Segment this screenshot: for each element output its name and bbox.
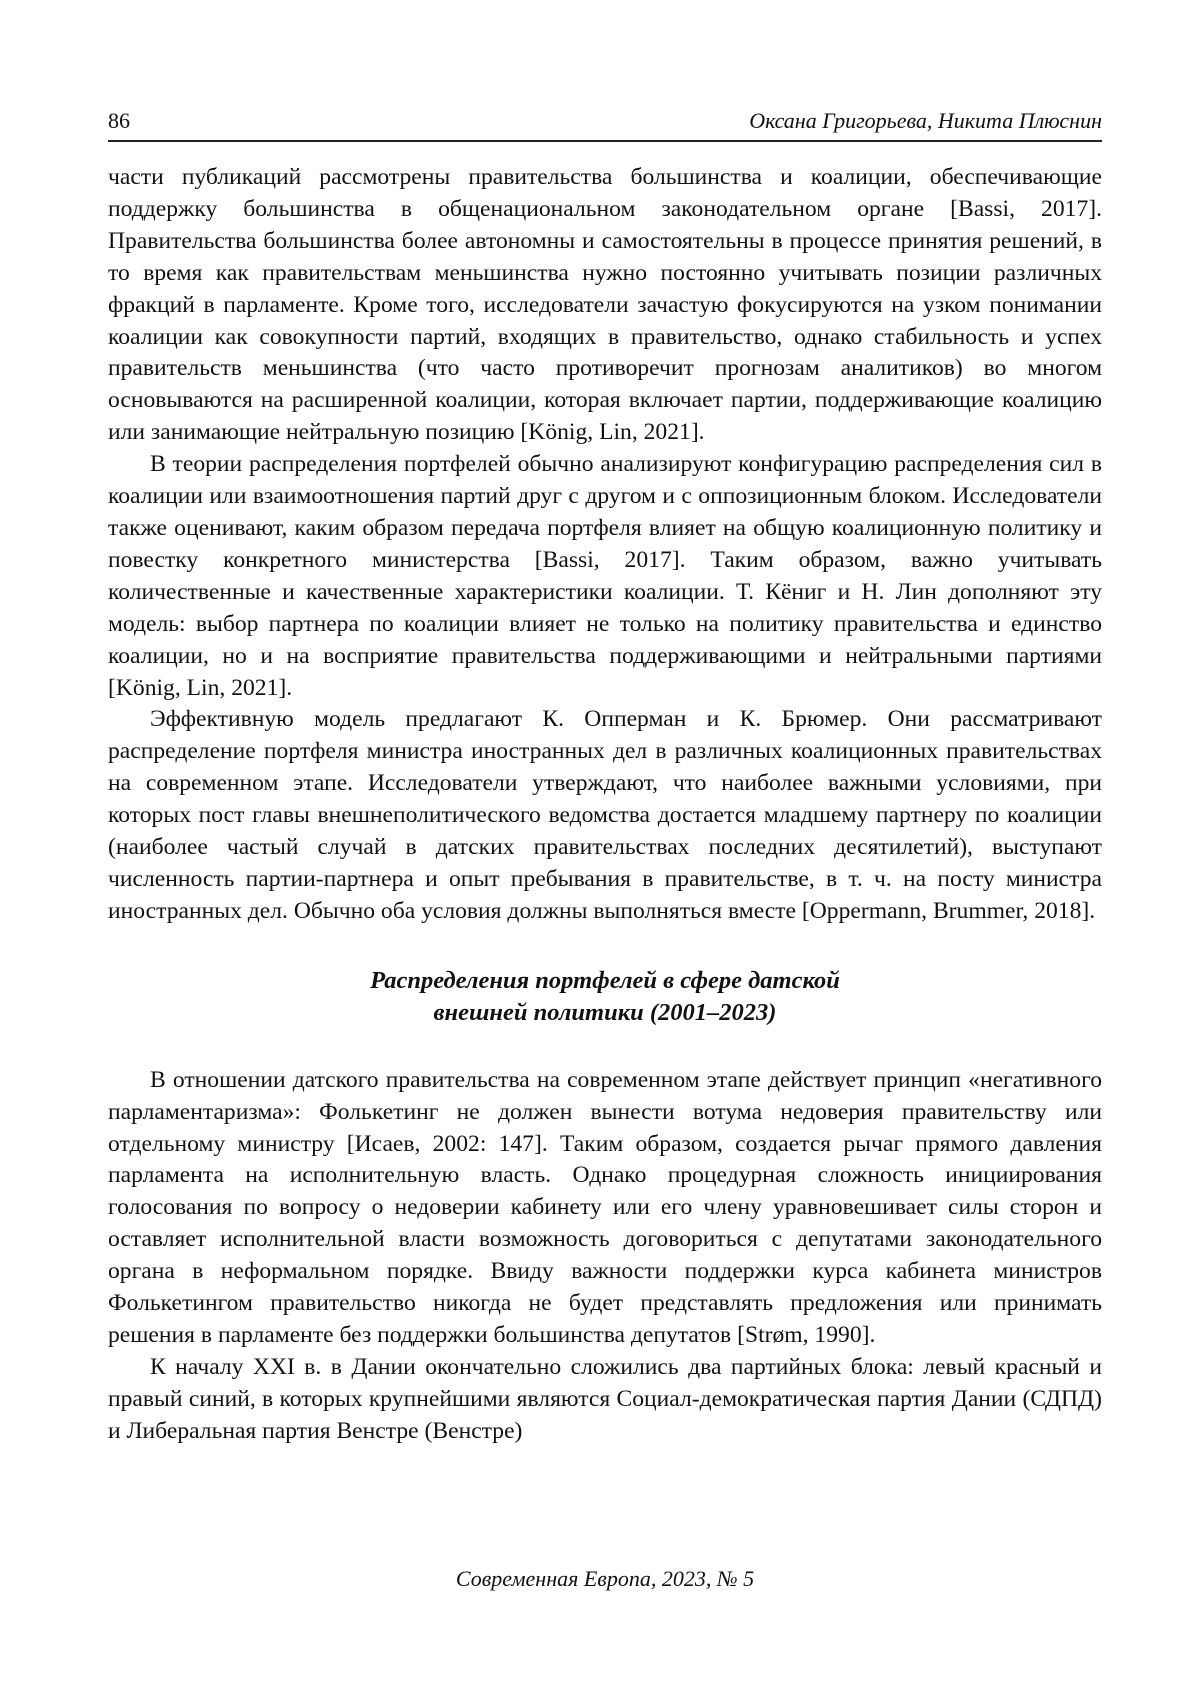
section-title [108,965,1102,1029]
section-title-line-2: внешней политики (2001–2023) [433,998,777,1026]
paragraph-4: В отношении датского правительства на современном этапе действует принцип «негативного парламентаризма»: Фолькетинг не должен вынести вотума недоверия правительству или отдельному министру [Исаев, 2002: 147]. Таким образом, создается рычаг прямого давления парламента на исполнительную власть. Однако процедурная сложность инициирования голосования по вопросу о недоверии кабинету или его члену уравновешивает силы сторон и оставляет исполнительной власти возможность договориться с депутатами законодательного органа в неформальном порядке. Ввиду важности поддержки курса кабинета министров Фолькетингом правительство никогда не будет представлять предложения или принимать решения в парламенте без поддержки большинства депутатов [Strøm, 1990]. [108,1066,1102,1348]
running-head-authors: Оксана Григорьева, Никита Плюснин [749,108,1102,133]
paragraph-5: К началу XXI в. в Дании окончательно сложились два партийных блока: левый красный и правый синий, в которых крупнейшими являются Социал-демократическая партия Дании (СДПД) и Либеральная партия Венстре (Венстре) [108,1353,1102,1444]
page-number: 86 [108,108,130,133]
paragraph-3: Эффективную модель предлагают К. Опперман и К. Брюмер. Они рассматривают распределение портфеля министра иностранных дел в различных коалиционных правительствах на современном этапе. Исследователи утверждают, что наиболее важными условиями, при которых пост главы внешнеполитического ведомства достается младшему партнеру по коалиции (наиболее частый случай в датских правительствах последних десятилетий), выступают численность партии-партнера и опыт пребывания в правительстве, в т. ч. на посту министра иностранных дел. Обычно оба условия должны выполняться вместе [Oppermann, Brummer, 2018]. [108,706,1102,924]
section-title-line-1: Распределения портфелей в сфере датской [370,966,840,994]
journal-footer: Современная Европа, 2023, № 5 [455,1566,755,1591]
paragraph-1: части публикаций рассмотрены правительства большинства и коалиции, обеспечивающие поддержку большинства в общенациональном законодательном органе [Bassi, 2017]. Правительства большинства более автономны и самостоятельны в процессе принятия решений, в то время как правительствам меньшинства нужно постоянно учитывать позиции различных фракций в парламенте. Кроме того, исследователи зачастую фокусируются на узком понимании коалиции как совокупности партий, входящих в правительство, однако стабильность и успех правительств меньшинства (что часто противоречит прогнозам аналитиков) во многом основываются на расширенной коалиции, которая включает партии, поддерживающие коалицию или занимающие нейтральную позицию [König, Lin, 2021]. [108,164,1102,446]
body-text [108,162,1102,1448]
page [108,0,1102,1694]
running-head [108,104,1102,142]
paragraph-2: В теории распределения портфелей обычно анализируют конфигурацию распределения сил в коалиции или взаимоотношения партий друг с другом и с оппозиционным блоком. Исследователи также оценивают, каким образом передача портфеля влияет на общую коалиционную политику и повестку конкретного министерства [Bassi, 2017]. Таким образом, важно учитывать количественные и качественные характеристики коалиции. Т. Кёниг и Н. Лин дополняют эту модель: выбор партнера по коалиции влияет не только на политику правительства и единство коалиции, но и на восприятие правительства поддерживающими и нейтральными партиями [König, Lin, 2021]. [108,451,1102,701]
